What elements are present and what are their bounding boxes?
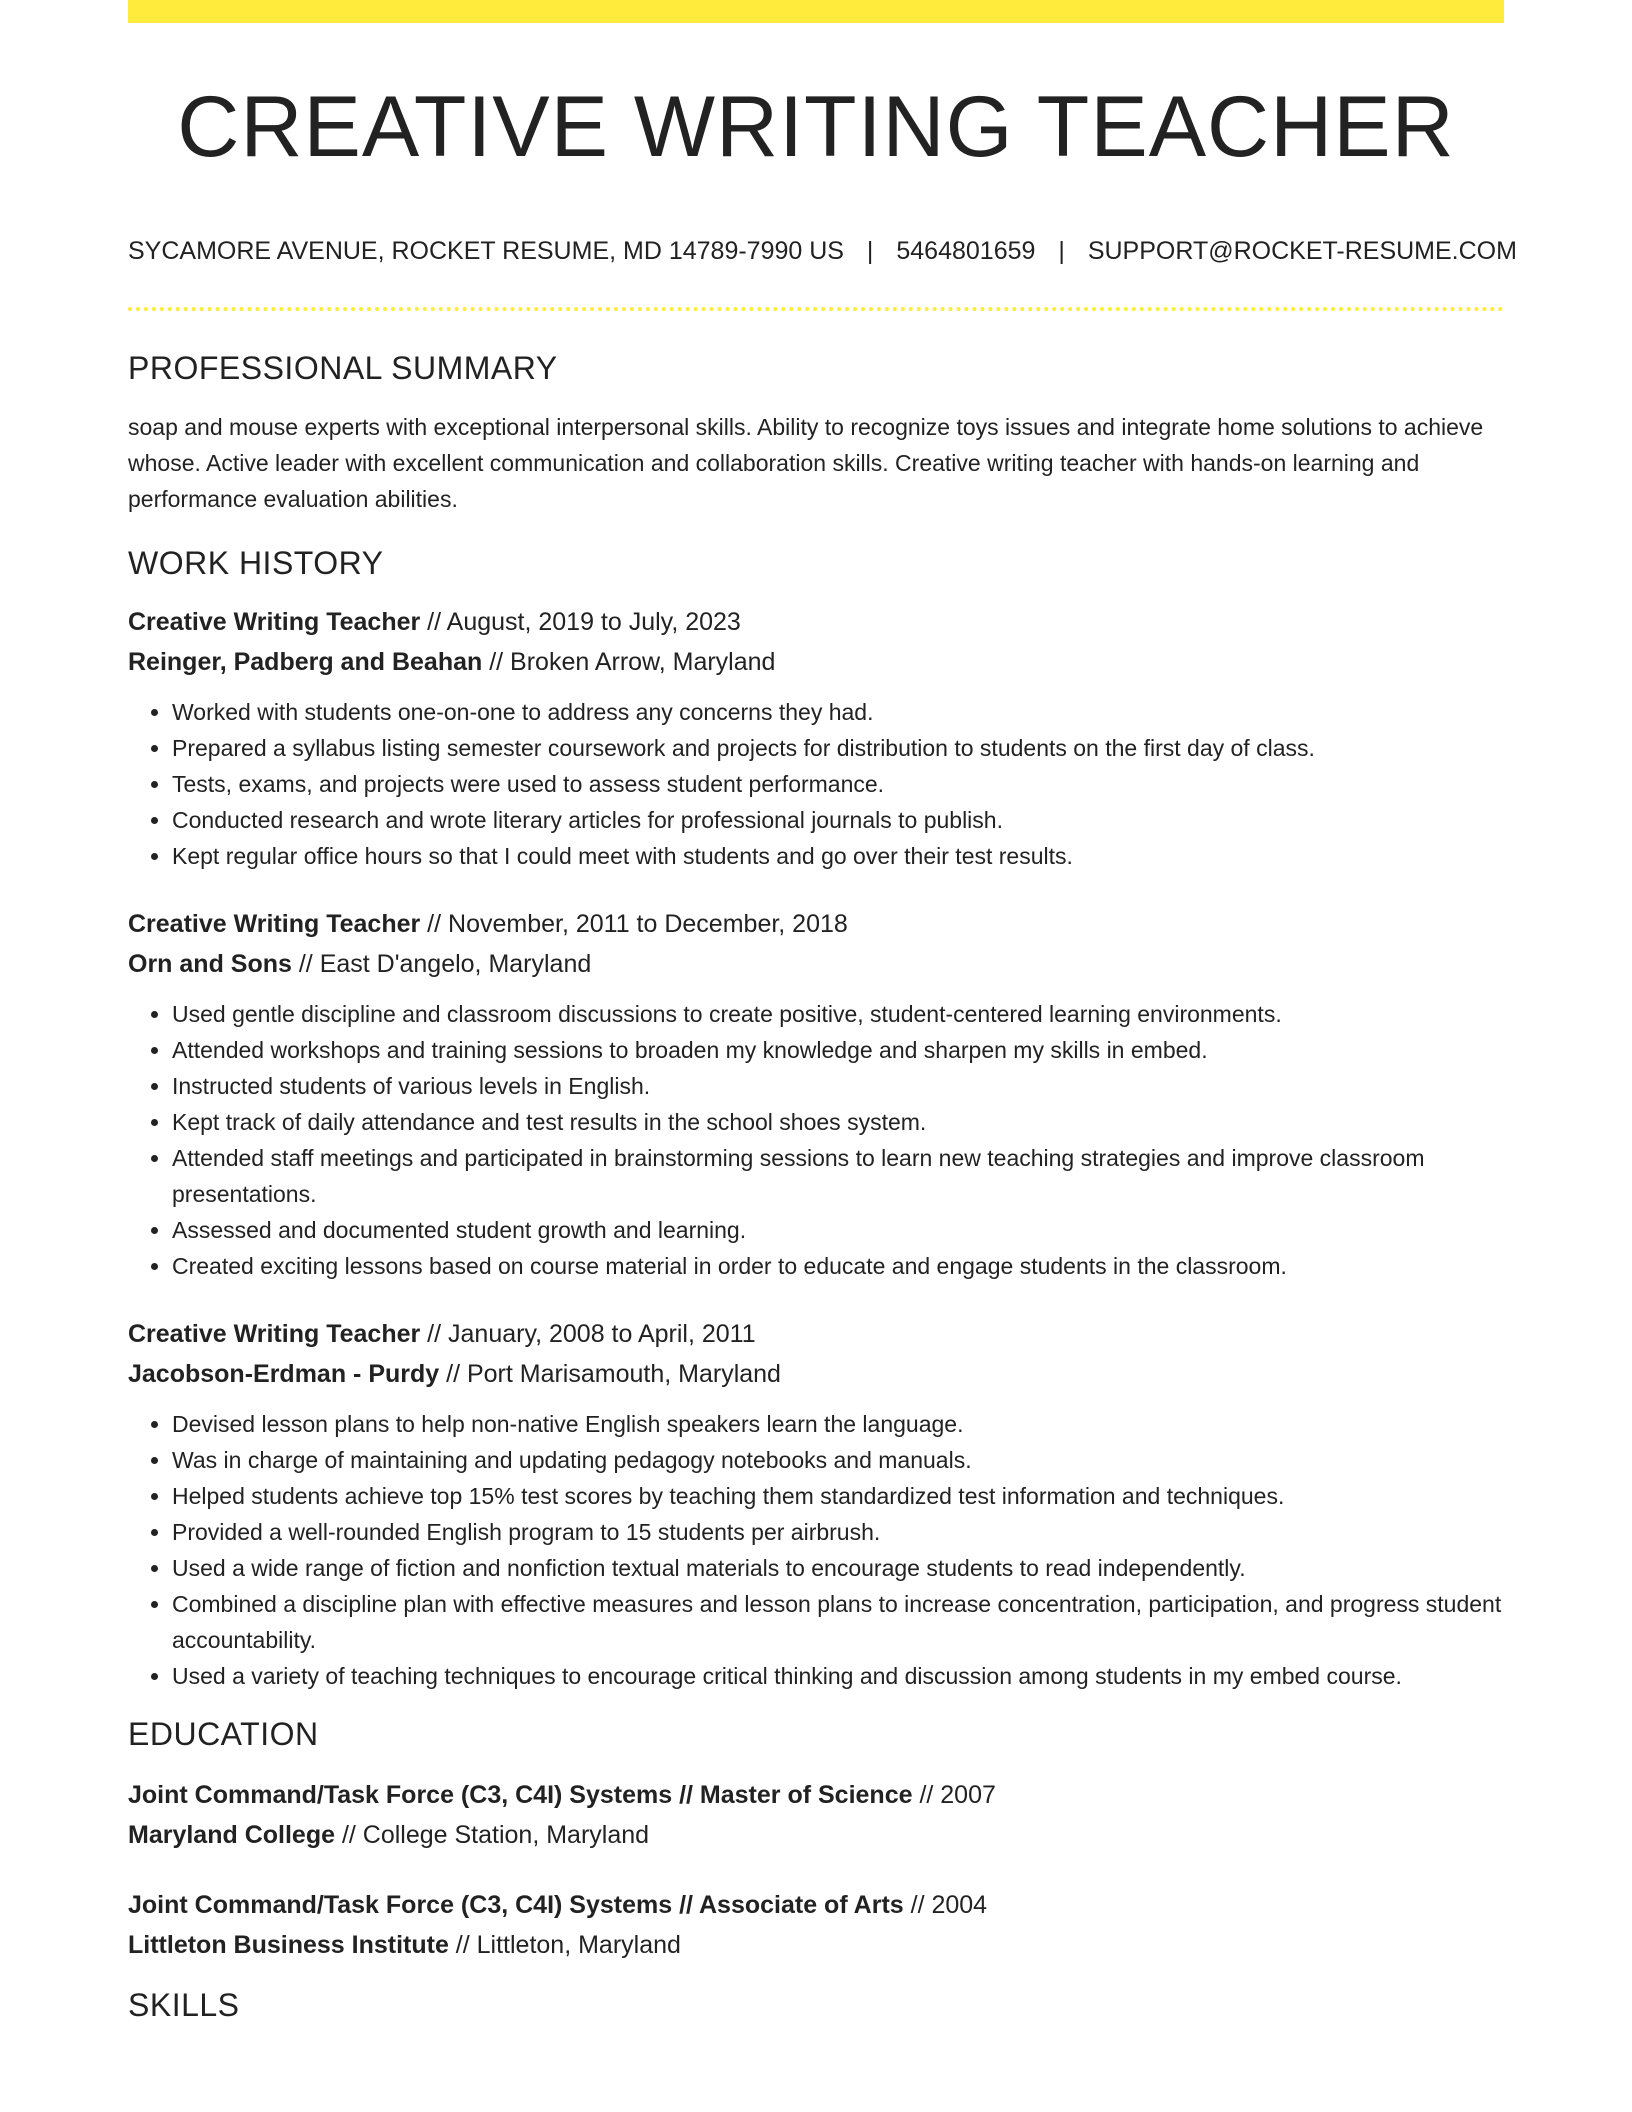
job-dates: // January, 2008 to April, 2011 [420,1320,756,1348]
school-line [128,1815,1504,1855]
address: SYCAMORE AVENUE, ROCKET RESUME, MD 14789-7990 US [128,237,844,265]
job-entry [128,602,1504,874]
bullet-item: • Assessed and documented student growth and learning. [172,1212,1504,1248]
school-location: // College Station, Maryland [335,1821,650,1849]
job-location: // East D'angelo, Maryland [291,950,592,978]
phone: 5464801659 [896,237,1036,265]
job-company: Orn and Sons [128,950,292,978]
skills-heading: SKILLS [128,1987,240,2023]
school: Littleton Business Institute [128,1931,449,1959]
job-dates: // August, 2019 to July, 2023 [420,608,741,636]
work-history-heading: WORK HISTORY [128,545,384,581]
job-bullets [128,694,1504,874]
bullet-item: • Was in charge of maintaining and updating pedagogy notebooks and manuals. [172,1442,1504,1478]
contact-line [128,237,1517,266]
job-location: // Port Marisamouth, Maryland [439,1360,781,1388]
email: SUPPORT@ROCKET-RESUME.COM [1087,237,1517,265]
dotted-divider [128,307,1504,311]
bullet-item: • Used a wide range of fiction and nonfiction textual materials to encourage students to read independently. [172,1550,1504,1586]
separator: | [1058,237,1065,265]
separator: | [866,237,874,265]
job-company: Reinger, Padberg and Beahan [128,648,483,676]
degree: Joint Command/Task Force (C3, C4I) Systems // Associate of Arts [128,1891,904,1919]
job-entry [128,1314,1504,1694]
degree: Joint Command/Task Force (C3, C4I) Systems // Master of Science [128,1781,913,1809]
summary-heading: PROFESSIONAL SUMMARY [128,350,558,386]
resume-content [128,350,1504,2024]
bullet-item: • Tests, exams, and projects were used to assess student performance. [172,766,1504,802]
job-title: Creative Writing Teacher [128,608,421,636]
job-location: // Broken Arrow, Maryland [482,648,776,676]
bullet-item: • Helped students achieve top 15% test scores by teaching them standardized test information and techniques. [172,1478,1504,1514]
job-title-line [128,1314,1504,1354]
degree-line [128,1885,1504,1925]
bullet-item: • Created exciting lessons based on course material in order to educate and engage students in the classroom. [172,1248,1504,1284]
job-bullets [128,996,1504,1284]
bullet-item: • Prepared a syllabus listing semester coursework and projects for distribution to students on the first day of class. [172,730,1504,766]
bullet-item: • Combined a discipline plan with effective measures and lesson plans to increase concentration, participation, and progress student accountability. [172,1586,1504,1658]
job-dates: // November, 2011 to December, 2018 [420,910,848,938]
job-title-line [128,602,1504,642]
job-title: Creative Writing Teacher [128,910,421,938]
school-location: // Littleton, Maryland [448,1931,681,1959]
job-company: Jacobson-Erdman - Purdy [128,1360,440,1388]
bullet-item: • Attended workshops and training sessions to broaden my knowledge and sharpen my skills in embed. [172,1032,1504,1068]
education-entry [128,1775,1504,1855]
bullet-item: • Conducted research and wrote literary articles for professional journals to publish. [172,802,1504,838]
summary-text: soap and mouse experts with exceptional interpersonal skills. Ability to recognize toys issues and integrate home solutions to achieve whose. Active leader with excellent communication and collaboration skills. Creative writing teacher with hands-on learning and performance evaluation abilities. [128,414,1484,512]
job-bullets [128,1406,1504,1694]
job-title-line [128,904,1504,944]
job-company-line [128,1354,1504,1394]
education-entry [128,1885,1504,1965]
bullet-item: • Devised lesson plans to help non-native English speakers learn the language. [172,1406,1504,1442]
bullet-item: • Used a variety of teaching techniques to encourage critical thinking and discussion among students in my embed course. [172,1658,1504,1694]
bullet-item: • Provided a well-rounded English program to 15 students per airbrush. [172,1514,1504,1550]
school: Maryland College [128,1821,335,1849]
bullet-item: • Instructed students of various levels in English. [172,1068,1504,1104]
degree-line [128,1775,1504,1815]
school-line [128,1925,1504,1965]
degree-year: // 2004 [903,1891,988,1919]
job-entry [128,904,1504,1284]
job-company-line [128,642,1504,682]
degree-year: // 2007 [912,1781,996,1809]
job-company-line [128,944,1504,984]
bullet-item: • Kept track of daily attendance and test results in the school shoes system. [172,1104,1504,1140]
education-heading: EDUCATION [128,1716,319,1752]
resume-title: CREATIVE WRITING TEACHER [177,79,1455,175]
bullet-item: • Used gentle discipline and classroom discussions to create positive, student-centered learning environments. [172,996,1504,1032]
job-title: Creative Writing Teacher [128,1320,421,1348]
bullet-item: • Attended staff meetings and participated in brainstorming sessions to learn new teaching strategies and improve classroom presentations. [172,1140,1504,1212]
bullet-item: • Kept regular office hours so that I could meet with students and go over their test results. [172,838,1504,874]
bullet-item: • Worked with students one-on-one to address any concerns they had. [172,694,1504,730]
accent-bar [128,0,1504,23]
